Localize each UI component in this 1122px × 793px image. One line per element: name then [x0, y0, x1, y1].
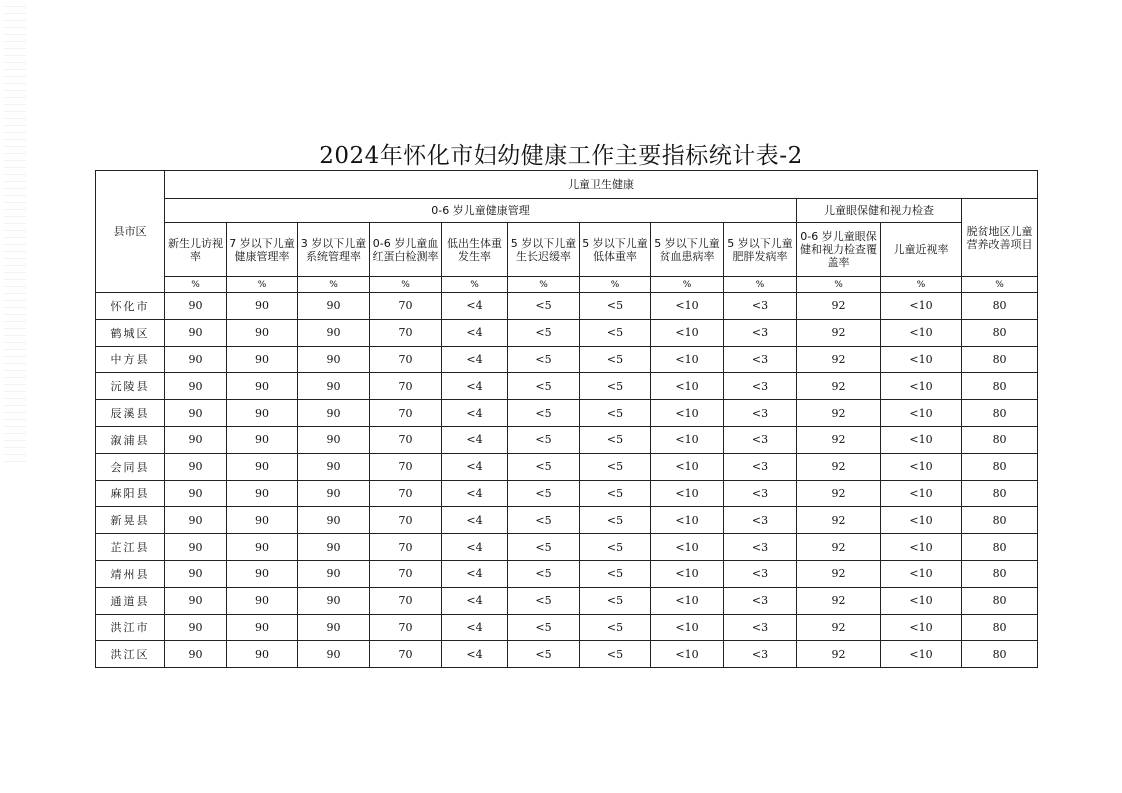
value-cell: <4: [442, 534, 508, 561]
value-cell: <5: [580, 346, 651, 373]
col-region-header: 县市区: [96, 171, 165, 293]
region-cell: 洪江区: [96, 641, 165, 668]
column-header: 0-6 岁儿童血红蛋白检测率: [370, 223, 442, 277]
scan-margin-noise: [4, 6, 26, 466]
region-cell: 麻阳县: [96, 480, 165, 507]
value-cell: <4: [442, 426, 508, 453]
value-cell: 90: [165, 453, 227, 480]
value-cell: 90: [227, 587, 298, 614]
group-header-eye: 儿童眼保健和视力检查: [797, 199, 962, 223]
value-cell: 90: [298, 400, 370, 427]
value-cell: 70: [370, 534, 442, 561]
value-cell: <10: [651, 319, 724, 346]
unit-cell: %: [962, 277, 1038, 293]
value-cell: 80: [962, 293, 1038, 320]
unit-cell: %: [508, 277, 580, 293]
value-cell: <5: [580, 319, 651, 346]
value-cell: 80: [962, 346, 1038, 373]
value-cell: <10: [881, 560, 962, 587]
value-cell: <3: [724, 614, 797, 641]
region-cell: 会同县: [96, 453, 165, 480]
column-header: 0-6 岁儿童眼保健和视力检查覆盖率: [797, 223, 881, 277]
value-cell: 90: [165, 480, 227, 507]
region-cell: 溆浦县: [96, 426, 165, 453]
unit-cell: %: [797, 277, 881, 293]
value-cell: <5: [580, 560, 651, 587]
group-header-06: 0-6 岁儿童健康管理: [165, 199, 797, 223]
value-cell: <4: [442, 587, 508, 614]
value-cell: <10: [881, 453, 962, 480]
value-cell: 90: [165, 587, 227, 614]
value-cell: <5: [508, 534, 580, 561]
value-cell: 90: [165, 373, 227, 400]
value-cell: 92: [797, 319, 881, 346]
value-cell: 70: [370, 400, 442, 427]
value-cell: <4: [442, 346, 508, 373]
table-row: [96, 293, 1038, 320]
value-cell: 90: [298, 346, 370, 373]
value-cell: 92: [797, 507, 881, 534]
value-cell: <4: [442, 319, 508, 346]
value-cell: 90: [227, 614, 298, 641]
value-cell: 90: [298, 614, 370, 641]
value-cell: 90: [227, 534, 298, 561]
value-cell: 80: [962, 373, 1038, 400]
value-cell: <10: [651, 641, 724, 668]
value-cell: <10: [651, 293, 724, 320]
value-cell: <5: [508, 587, 580, 614]
value-cell: 90: [165, 319, 227, 346]
value-cell: 70: [370, 560, 442, 587]
column-header: 5 岁以下儿童低体重率: [580, 223, 651, 277]
value-cell: 80: [962, 453, 1038, 480]
value-cell: 90: [227, 480, 298, 507]
region-cell: 沅陵县: [96, 373, 165, 400]
value-cell: <3: [724, 641, 797, 668]
value-cell: <3: [724, 480, 797, 507]
value-cell: 92: [797, 534, 881, 561]
value-cell: 90: [298, 319, 370, 346]
value-cell: <5: [508, 641, 580, 668]
value-cell: 80: [962, 587, 1038, 614]
table-row: [96, 534, 1038, 561]
value-cell: <10: [651, 400, 724, 427]
value-cell: 90: [227, 426, 298, 453]
table-row: [96, 346, 1038, 373]
value-cell: <5: [508, 373, 580, 400]
region-cell: 芷江县: [96, 534, 165, 561]
value-cell: 90: [227, 346, 298, 373]
value-cell: 70: [370, 587, 442, 614]
value-cell: 70: [370, 641, 442, 668]
value-cell: <5: [508, 560, 580, 587]
value-cell: <4: [442, 641, 508, 668]
value-cell: 90: [227, 507, 298, 534]
value-cell: 90: [165, 534, 227, 561]
unit-cell: %: [227, 277, 298, 293]
value-cell: 90: [227, 400, 298, 427]
value-cell: <10: [651, 480, 724, 507]
table-row: [96, 614, 1038, 641]
value-cell: <5: [580, 426, 651, 453]
value-cell: 92: [797, 587, 881, 614]
value-cell: 70: [370, 614, 442, 641]
column-header: 5 岁以下儿童贫血患病率: [651, 223, 724, 277]
region-cell: 通道县: [96, 587, 165, 614]
value-cell: <5: [508, 614, 580, 641]
value-cell: 90: [165, 641, 227, 668]
value-cell: 90: [165, 346, 227, 373]
region-cell: 洪江市: [96, 614, 165, 641]
value-cell: <4: [442, 373, 508, 400]
value-cell: 90: [298, 480, 370, 507]
value-cell: 92: [797, 346, 881, 373]
value-cell: 70: [370, 480, 442, 507]
value-cell: 90: [298, 534, 370, 561]
value-cell: 90: [227, 373, 298, 400]
value-cell: <4: [442, 560, 508, 587]
value-cell: 90: [227, 293, 298, 320]
value-cell: 90: [298, 373, 370, 400]
table-row: [96, 400, 1038, 427]
unit-cell: %: [651, 277, 724, 293]
unit-row: [96, 277, 1038, 293]
table-row: [96, 587, 1038, 614]
value-cell: 80: [962, 507, 1038, 534]
region-cell: 靖州县: [96, 560, 165, 587]
value-cell: <10: [651, 587, 724, 614]
value-cell: 90: [298, 507, 370, 534]
value-cell: 92: [797, 453, 881, 480]
value-cell: <5: [508, 400, 580, 427]
value-cell: <4: [442, 400, 508, 427]
value-cell: 80: [962, 560, 1038, 587]
table-row: [96, 507, 1038, 534]
value-cell: 80: [962, 319, 1038, 346]
value-cell: <5: [508, 319, 580, 346]
value-cell: 80: [962, 480, 1038, 507]
value-cell: 92: [797, 614, 881, 641]
value-cell: 80: [962, 534, 1038, 561]
value-cell: 70: [370, 346, 442, 373]
value-cell: <5: [580, 614, 651, 641]
value-cell: 70: [370, 507, 442, 534]
value-cell: <10: [881, 293, 962, 320]
value-cell: <5: [580, 534, 651, 561]
value-cell: <10: [881, 400, 962, 427]
value-cell: <4: [442, 453, 508, 480]
value-cell: <5: [580, 480, 651, 507]
value-cell: 70: [370, 453, 442, 480]
value-cell: <10: [881, 534, 962, 561]
unit-cell: %: [370, 277, 442, 293]
column-header: 脱贫地区儿童营养改善项目: [962, 199, 1038, 277]
value-cell: <10: [651, 560, 724, 587]
value-cell: <3: [724, 319, 797, 346]
value-cell: <3: [724, 400, 797, 427]
value-cell: 90: [227, 641, 298, 668]
value-cell: <10: [881, 319, 962, 346]
value-cell: 90: [227, 319, 298, 346]
table-row: [96, 373, 1038, 400]
column-header: 5 岁以下儿童生长迟缓率: [508, 223, 580, 277]
region-cell: 鹤城区: [96, 319, 165, 346]
value-cell: <3: [724, 534, 797, 561]
value-cell: <4: [442, 507, 508, 534]
value-cell: <3: [724, 560, 797, 587]
value-cell: <10: [881, 507, 962, 534]
value-cell: <5: [580, 507, 651, 534]
value-cell: <10: [881, 346, 962, 373]
value-cell: <10: [881, 614, 962, 641]
value-cell: 92: [797, 293, 881, 320]
value-cell: <4: [442, 614, 508, 641]
unit-cell: %: [724, 277, 797, 293]
table-row: [96, 480, 1038, 507]
value-cell: <10: [651, 373, 724, 400]
value-cell: <5: [508, 453, 580, 480]
value-cell: 90: [165, 614, 227, 641]
value-cell: 90: [298, 560, 370, 587]
document-title: 2024年怀化市妇幼健康工作主要指标统计表-2: [319, 143, 803, 169]
table-row: [96, 426, 1038, 453]
indicator-table: [95, 170, 1038, 668]
value-cell: <5: [508, 507, 580, 534]
value-cell: <4: [442, 480, 508, 507]
value-cell: <4: [442, 293, 508, 320]
value-cell: <10: [651, 614, 724, 641]
table-body: [96, 293, 1038, 668]
unit-cell: %: [881, 277, 962, 293]
value-cell: <3: [724, 346, 797, 373]
value-cell: <10: [881, 641, 962, 668]
value-cell: <3: [724, 453, 797, 480]
value-cell: 90: [298, 587, 370, 614]
unit-cell: %: [298, 277, 370, 293]
value-cell: <10: [881, 480, 962, 507]
value-cell: 90: [227, 453, 298, 480]
value-cell: 90: [298, 293, 370, 320]
value-cell: <10: [651, 426, 724, 453]
value-cell: <10: [651, 534, 724, 561]
value-cell: <5: [580, 400, 651, 427]
value-cell: <5: [508, 480, 580, 507]
region-cell: 辰溪县: [96, 400, 165, 427]
value-cell: <5: [580, 373, 651, 400]
value-cell: 90: [165, 560, 227, 587]
value-cell: 70: [370, 319, 442, 346]
value-cell: 90: [298, 641, 370, 668]
value-cell: <5: [580, 453, 651, 480]
unit-cell: %: [442, 277, 508, 293]
value-cell: 90: [227, 560, 298, 587]
value-cell: <3: [724, 587, 797, 614]
group-header-main: 儿童卫生健康: [165, 171, 1038, 199]
value-cell: <5: [580, 641, 651, 668]
column-header: 儿童近视率: [881, 223, 962, 277]
unit-cell: %: [165, 277, 227, 293]
value-cell: <5: [508, 426, 580, 453]
table-row: [96, 560, 1038, 587]
value-cell: 80: [962, 400, 1038, 427]
value-cell: 90: [165, 507, 227, 534]
value-cell: 92: [797, 400, 881, 427]
value-cell: <10: [651, 346, 724, 373]
value-cell: 90: [298, 426, 370, 453]
value-cell: 90: [165, 293, 227, 320]
column-header: 3 岁以下儿童系统管理率: [298, 223, 370, 277]
value-cell: <3: [724, 373, 797, 400]
value-cell: <5: [580, 293, 651, 320]
value-cell: 92: [797, 373, 881, 400]
value-cell: 92: [797, 641, 881, 668]
value-cell: <3: [724, 426, 797, 453]
value-cell: 70: [370, 293, 442, 320]
column-header: 低出生体重发生率: [442, 223, 508, 277]
table-row: [96, 319, 1038, 346]
value-cell: 90: [165, 400, 227, 427]
column-header: 7 岁以下儿童健康管理率: [227, 223, 298, 277]
region-cell: 中方县: [96, 346, 165, 373]
value-cell: 80: [962, 641, 1038, 668]
value-cell: <10: [651, 507, 724, 534]
value-cell: <5: [508, 293, 580, 320]
value-cell: 70: [370, 373, 442, 400]
value-cell: 92: [797, 560, 881, 587]
table-row: [96, 453, 1038, 480]
column-header: 新生儿访视率: [165, 223, 227, 277]
table-row: [96, 641, 1038, 668]
region-cell: 怀化市: [96, 293, 165, 320]
value-cell: 90: [298, 453, 370, 480]
value-cell: 90: [165, 426, 227, 453]
region-cell: 新晃县: [96, 507, 165, 534]
value-cell: <10: [881, 587, 962, 614]
value-cell: 70: [370, 426, 442, 453]
value-cell: <10: [881, 373, 962, 400]
value-cell: <5: [508, 346, 580, 373]
value-cell: 92: [797, 480, 881, 507]
value-cell: <10: [881, 426, 962, 453]
value-cell: 80: [962, 426, 1038, 453]
column-header: 5 岁以下儿童肥胖发病率: [724, 223, 797, 277]
value-cell: <3: [724, 507, 797, 534]
value-cell: 80: [962, 614, 1038, 641]
value-cell: <3: [724, 293, 797, 320]
unit-cell: %: [580, 277, 651, 293]
value-cell: <5: [580, 587, 651, 614]
value-cell: <10: [651, 453, 724, 480]
value-cell: 92: [797, 426, 881, 453]
